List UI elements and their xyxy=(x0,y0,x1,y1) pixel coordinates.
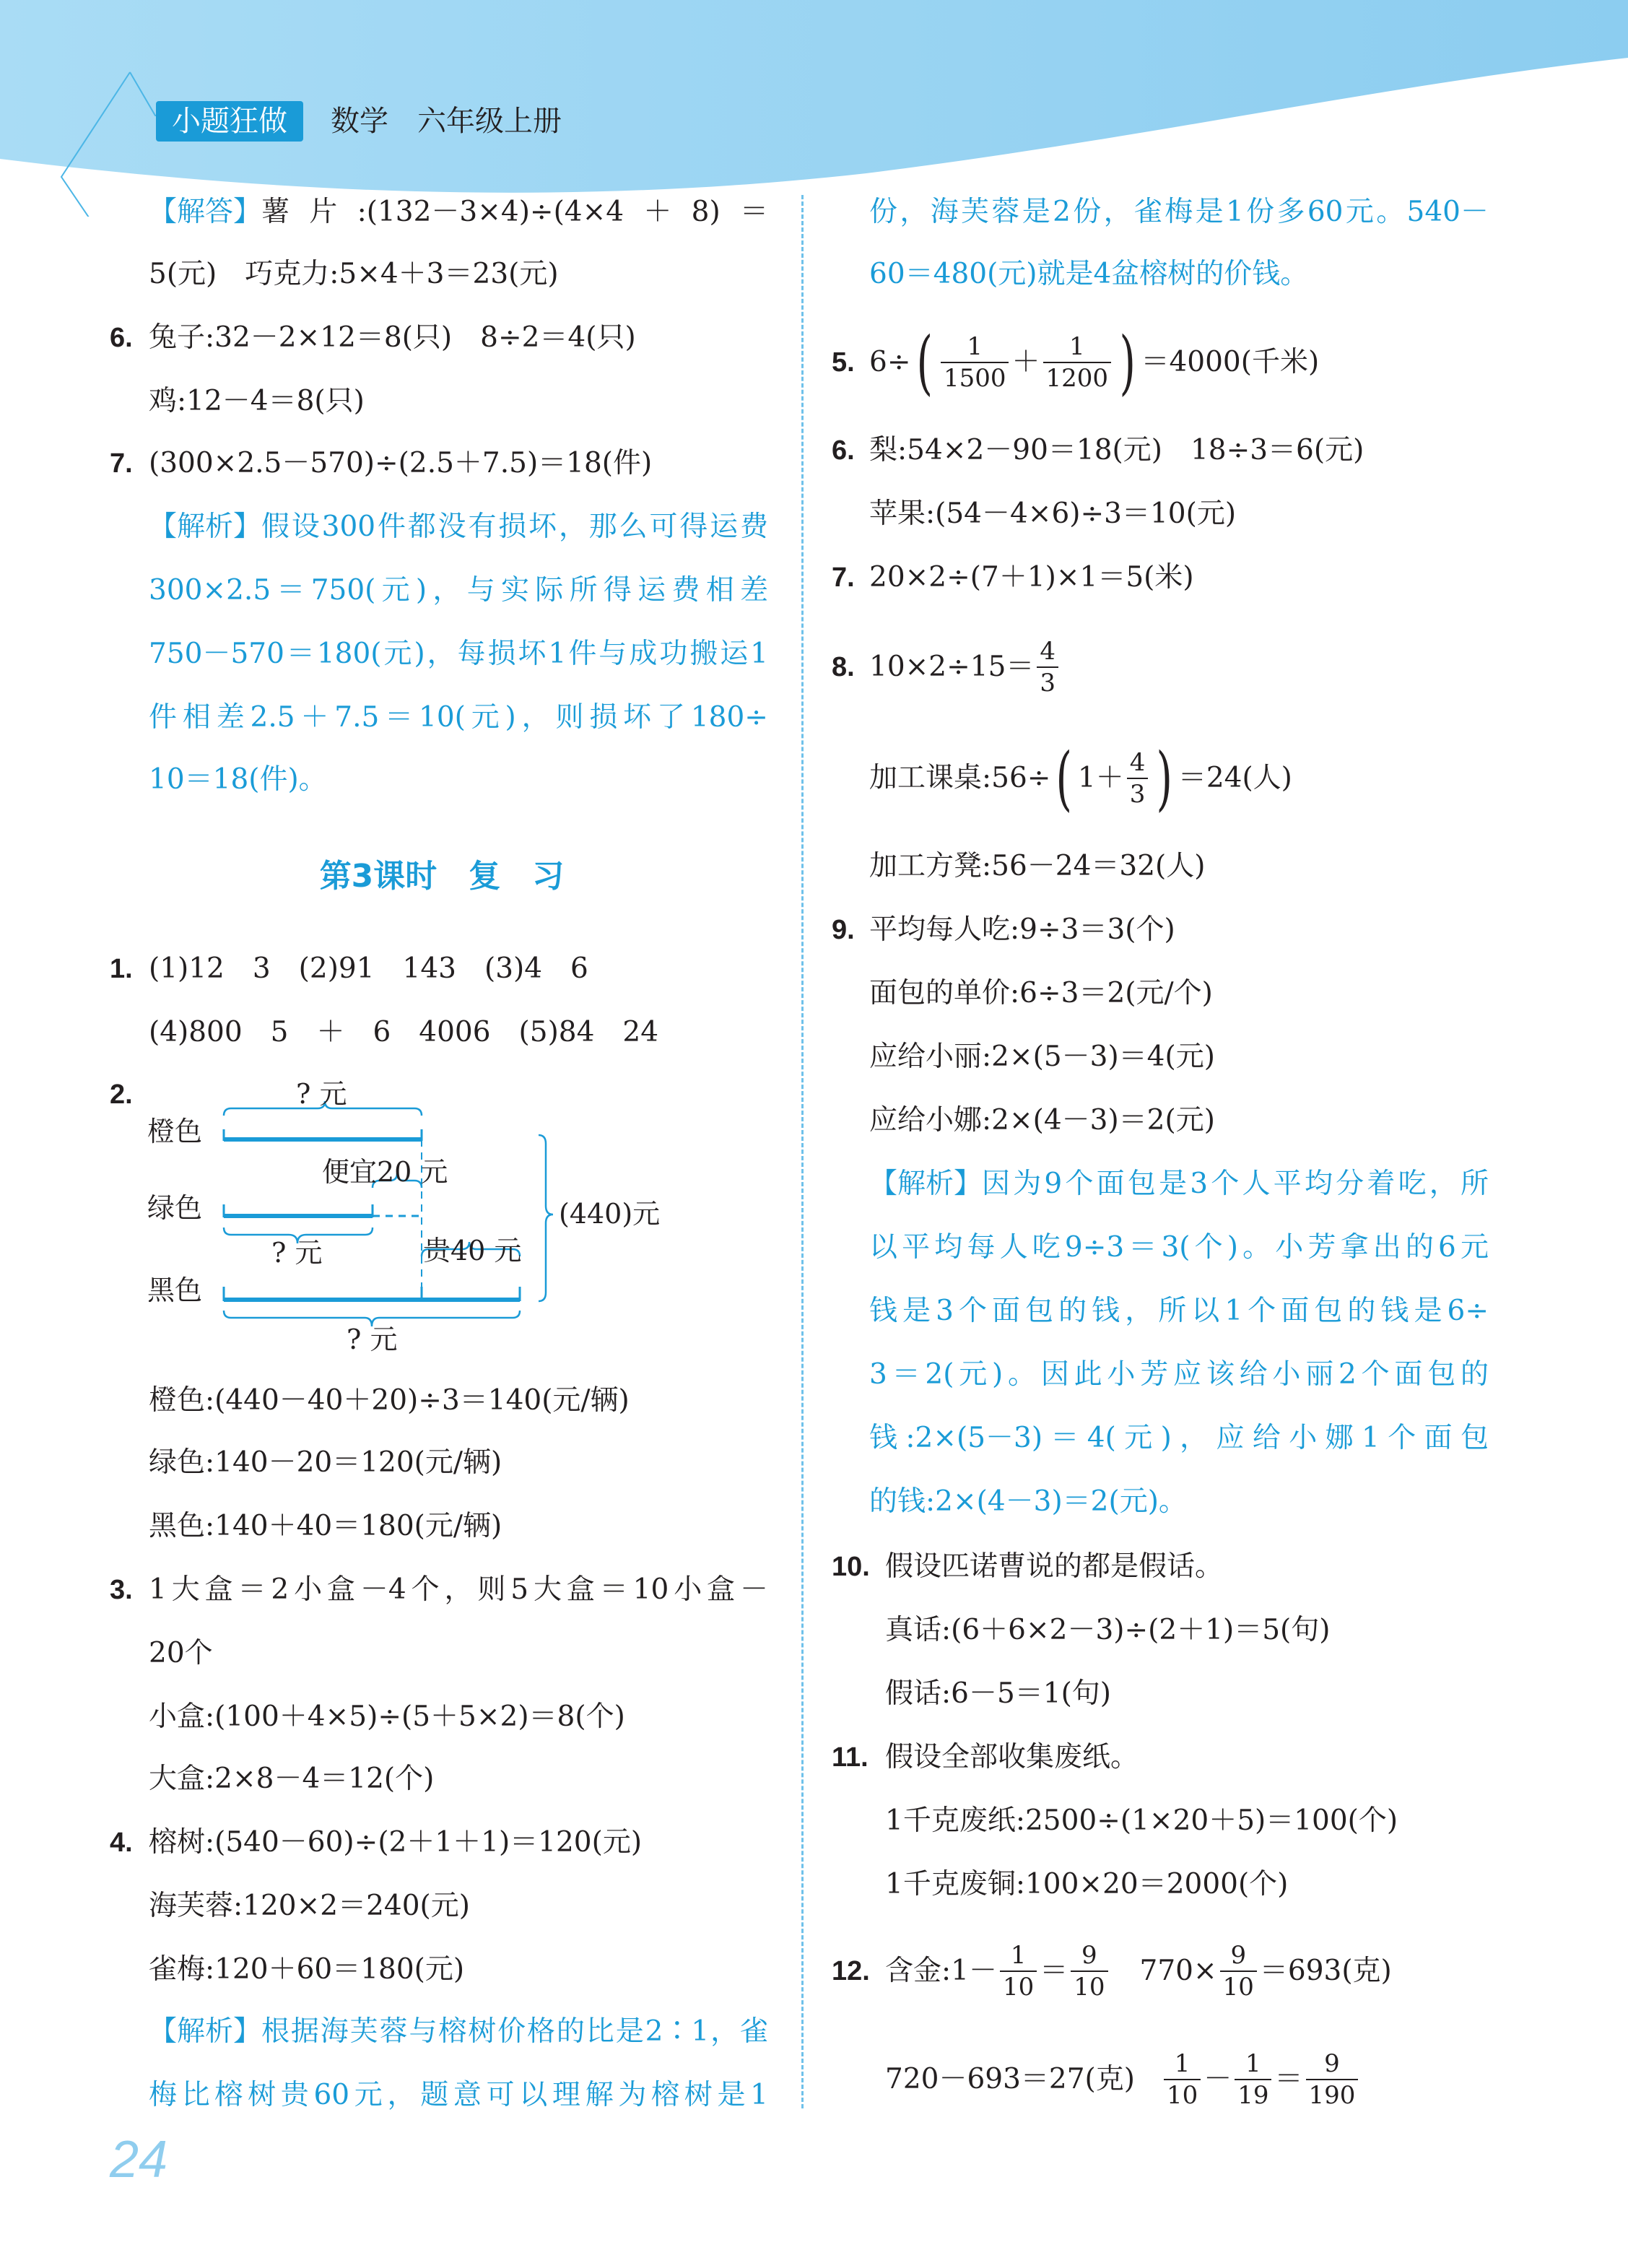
text: 720－693＝27(克) xyxy=(885,2063,1135,2095)
answer-line: 小盒:(100＋4×5)÷(5＋5×2)＝8(个) xyxy=(149,1700,625,1733)
text: 10×2÷15＝ xyxy=(869,651,1035,683)
question-number: 7. xyxy=(832,562,855,593)
explanation-tag: 【解析】 xyxy=(149,2015,262,2048)
answer-line: 绿色:140－20＝120(元/辆) xyxy=(149,1446,502,1479)
answer-line: 雀梅:120＋60＝180(元) xyxy=(149,1953,465,1986)
answer-line: 黑色:140＋40＝180(元/辆) xyxy=(149,1510,502,1542)
question-number: 3. xyxy=(110,1575,133,1605)
text: ＝4000(千米) xyxy=(1141,346,1320,378)
label-black-unknown: ? 元 xyxy=(347,1324,398,1355)
denominator: 10 xyxy=(1220,1971,1257,2002)
answer-line: 假话:6－5＝1(句) xyxy=(885,1677,1112,1710)
answer-line: 加工方凳:56－24＝32(人) xyxy=(869,850,1206,882)
text: 加工课桌:56÷ xyxy=(869,762,1051,794)
question-number: 6. xyxy=(832,435,855,466)
explanation-text: 份，海芙蓉是2份，雀梅是1份多60元。540－ xyxy=(869,196,1489,228)
explanation-line xyxy=(869,1216,1489,1279)
explanation-text: 因为9个面包是3个人平均分着吃，所 xyxy=(982,1168,1489,1200)
fraction xyxy=(941,331,1009,394)
denominator: 3 xyxy=(1037,666,1058,698)
answer-line: 鸡:12－4＝8(只) xyxy=(149,385,365,417)
explanation-text: 钱是3个面包的钱，所以1个面包的钱是6÷ xyxy=(869,1295,1489,1327)
label-black: 黑色 xyxy=(147,1274,203,1306)
answer-line: 应给小丽:2×(5－3)＝4(元) xyxy=(869,1040,1215,1073)
explanation-tag: 【解析】 xyxy=(869,1168,983,1200)
numerator: 9 xyxy=(1230,1941,1247,1970)
explanation-line: 10＝18(件)。 xyxy=(149,763,327,796)
fraction xyxy=(1037,636,1058,698)
explanation-tag: 【解析】 xyxy=(149,510,262,543)
fraction xyxy=(1071,1940,1107,2002)
text: 1＋ xyxy=(1077,762,1124,794)
denominator: 10 xyxy=(1071,1971,1107,2002)
answer-line: 假设匹诺曹说的都是假话。 xyxy=(885,1550,1224,1583)
question-number: 9. xyxy=(832,915,855,945)
answer-line: 大盒:2×8－4＝12(个) xyxy=(149,1763,435,1795)
explanation-line xyxy=(869,1152,1489,1216)
answer-line: 加工课桌:56÷ ( 1＋ $\frac{4}{3}$ ) ＝24(人) xyxy=(869,738,1292,819)
numerator: 1 xyxy=(1010,1941,1027,1970)
answer-line: 面包的单价:6÷3＝2(元/个) xyxy=(869,977,1213,1009)
question-number: 2. xyxy=(110,1079,133,1110)
answer-line: 5(元) 巧克力:5×4＋3＝23(元) xyxy=(149,258,559,290)
text: ＝ xyxy=(1040,1955,1068,1987)
fraction xyxy=(1127,747,1149,809)
fraction xyxy=(1220,1940,1257,2002)
answer-line: 6÷ ( $\frac{1}{1500}$ ＋ $\frac{1}{1200}$ ) ＝4000(千米) xyxy=(869,322,1320,403)
denominator: 10 xyxy=(1000,1971,1037,2002)
section-heading: 第3课时 复 习 xyxy=(319,858,565,895)
text: ＝ xyxy=(1274,2063,1303,2095)
answer-text: 薯片:(132－3×4)÷(4×4＋8)＝ xyxy=(261,196,768,228)
numerator: 1 xyxy=(1174,2049,1190,2078)
answer-line: 橙色:(440－40＋20)÷3＝140(元/辆) xyxy=(149,1384,630,1417)
numerator: 9 xyxy=(1324,2049,1340,2078)
answer-line xyxy=(149,1558,768,1622)
explanation-line xyxy=(149,2064,768,2127)
book-title: 数学 六年级上册 xyxy=(331,105,562,138)
answer-line: 兔子:32－2×12＝8(只) 8÷2＝4(只) xyxy=(149,321,636,354)
question-number: 12. xyxy=(832,1956,870,1986)
explanation-line xyxy=(149,2000,768,2064)
question-number: 5. xyxy=(832,347,855,378)
numerator: 4 xyxy=(1040,637,1056,666)
denominator: 3 xyxy=(1127,778,1149,809)
explanation-line xyxy=(869,181,1489,244)
label-cheaper: 便宜20 元 xyxy=(322,1156,448,1188)
page-number: 24 xyxy=(110,2131,168,2189)
explanation-text: 3＝2(元)。因此小芳应该给小丽2个面包的 xyxy=(869,1358,1489,1391)
question-number: 6. xyxy=(110,323,133,353)
numerator: 1 xyxy=(967,332,983,361)
answer-line xyxy=(869,635,1489,699)
text: － xyxy=(1203,2063,1232,2095)
explanation-line: 60＝480(元)就是4盆榕树的价钱。 xyxy=(869,258,1309,290)
answer-line: 平均每人吃:9÷3＝3(个) xyxy=(869,913,1175,946)
series-badge: 小题狂做 xyxy=(156,101,303,142)
answer-line xyxy=(885,1939,1489,2003)
explanation-text: 钱:2×(5－3)＝4(元)，应给小娜1个面包 xyxy=(869,1422,1489,1454)
explanation-text: 件相差2.5＋7.5＝10(元)，则损坏了180÷ xyxy=(149,701,768,734)
answer-line: 1千克废铜:100×20＝2000(个) xyxy=(885,1868,1289,1900)
denominator: 19 xyxy=(1235,2079,1271,2111)
answer-line: 榕树:(540－60)÷(2＋1＋1)＝120(元) xyxy=(149,1826,643,1859)
fraction xyxy=(1000,1940,1037,2002)
numerator: 9 xyxy=(1081,1941,1097,1970)
text: ＋ xyxy=(1011,346,1040,378)
question-number: 1. xyxy=(110,954,133,984)
answer-line: 真话:(6＋6×2－3)÷(2＋1)＝5(句) xyxy=(885,1614,1331,1646)
answer-line: (300×2.5－570)÷(2.5＋7.5)＝18(件) xyxy=(149,447,653,479)
explanation-line xyxy=(869,1343,1489,1407)
text: 6÷ xyxy=(869,346,911,378)
question-number: 7. xyxy=(110,448,133,479)
explanation-text: 300×2.5＝750(元)，与实际所得运费相差 xyxy=(149,574,768,607)
explanation-line xyxy=(869,1279,1489,1343)
question-number: 10. xyxy=(832,1552,870,1582)
label-total: (440)元 xyxy=(559,1198,661,1230)
denominator: 10 xyxy=(1164,2079,1201,2111)
fraction xyxy=(1306,2048,1359,2111)
numerator: 1 xyxy=(1245,2049,1261,2078)
numerator: 1 xyxy=(1068,332,1085,361)
answer-line: (4)800 5 ＋ 6 4006 (5)84 24 xyxy=(149,1016,659,1048)
denominator: 1500 xyxy=(941,362,1009,394)
fraction xyxy=(1235,2048,1271,2111)
explanation-text: 假设300件都没有损坏，那么可得运费 xyxy=(261,510,768,543)
numerator: 4 xyxy=(1129,748,1146,777)
answer-line: (1)12 3 (2)91 143 (3)4 6 xyxy=(149,952,588,985)
label-green-unknown: ? 元 xyxy=(271,1237,323,1269)
answer-line: 梨:54×2－90＝18(元) 18÷3＝6(元) xyxy=(869,434,1364,466)
answer-line: 苹果:(54－4×6)÷3＝10(元) xyxy=(869,498,1237,530)
label-orange-unknown: ? 元 xyxy=(296,1078,347,1110)
question-number: 4. xyxy=(110,1828,133,1858)
answer-line xyxy=(885,2048,1489,2111)
explanation-text: 以平均每人吃9÷3＝3(个)。小芳拿出的6元 xyxy=(869,1231,1489,1264)
answer-line: 1千克废纸:2500÷(1×20＋5)＝100(个) xyxy=(885,1804,1398,1837)
explanation-line xyxy=(869,1407,1489,1470)
answer-text: 1大盒＝2小盒－4个，则5大盒＝10小盒－ xyxy=(149,1573,768,1606)
answer-tag: 【解答】 xyxy=(149,196,262,228)
explanation-text: 根据海芙蓉与榕树价格的比是2∶1，雀 xyxy=(261,2015,768,2048)
fraction xyxy=(1043,331,1112,394)
explanation-text: 梅比榕树贵60元，题意可以理解为榕树是1 xyxy=(149,2079,768,2111)
label-green: 绿色 xyxy=(147,1192,203,1224)
text: ＝693(克) xyxy=(1259,1955,1392,1987)
brace-total xyxy=(539,1135,553,1301)
text: 770× xyxy=(1139,1955,1217,1987)
answer-line: 海芙蓉:120×2＝240(元) xyxy=(149,1890,470,1922)
answer-line: 假设全部收集废纸。 xyxy=(885,1741,1139,1773)
answer-line: 20×2÷(7＋1)×1＝5(米) xyxy=(869,561,1194,594)
explanation-text: 750－570＝180(元)，每损坏1件与成功搬运1 xyxy=(149,638,768,670)
denominator: 1200 xyxy=(1043,362,1112,394)
denominator: 190 xyxy=(1306,2079,1359,2111)
text: ＝24(人) xyxy=(1178,762,1292,794)
label-orange: 橙色 xyxy=(147,1116,203,1147)
answer-line: 20个 xyxy=(149,1637,213,1669)
question-number: 8. xyxy=(832,652,855,682)
label-pricier: 贵40 元 xyxy=(423,1235,522,1266)
text: 含金:1－ xyxy=(885,1955,997,1987)
answer-line: 应给小娜:2×(4－3)＝2(元) xyxy=(869,1104,1215,1137)
question-number: 11. xyxy=(832,1742,869,1773)
fraction xyxy=(1164,2048,1201,2111)
explanation-line: 的钱:2×(4－3)＝2(元)。 xyxy=(869,1485,1187,1518)
